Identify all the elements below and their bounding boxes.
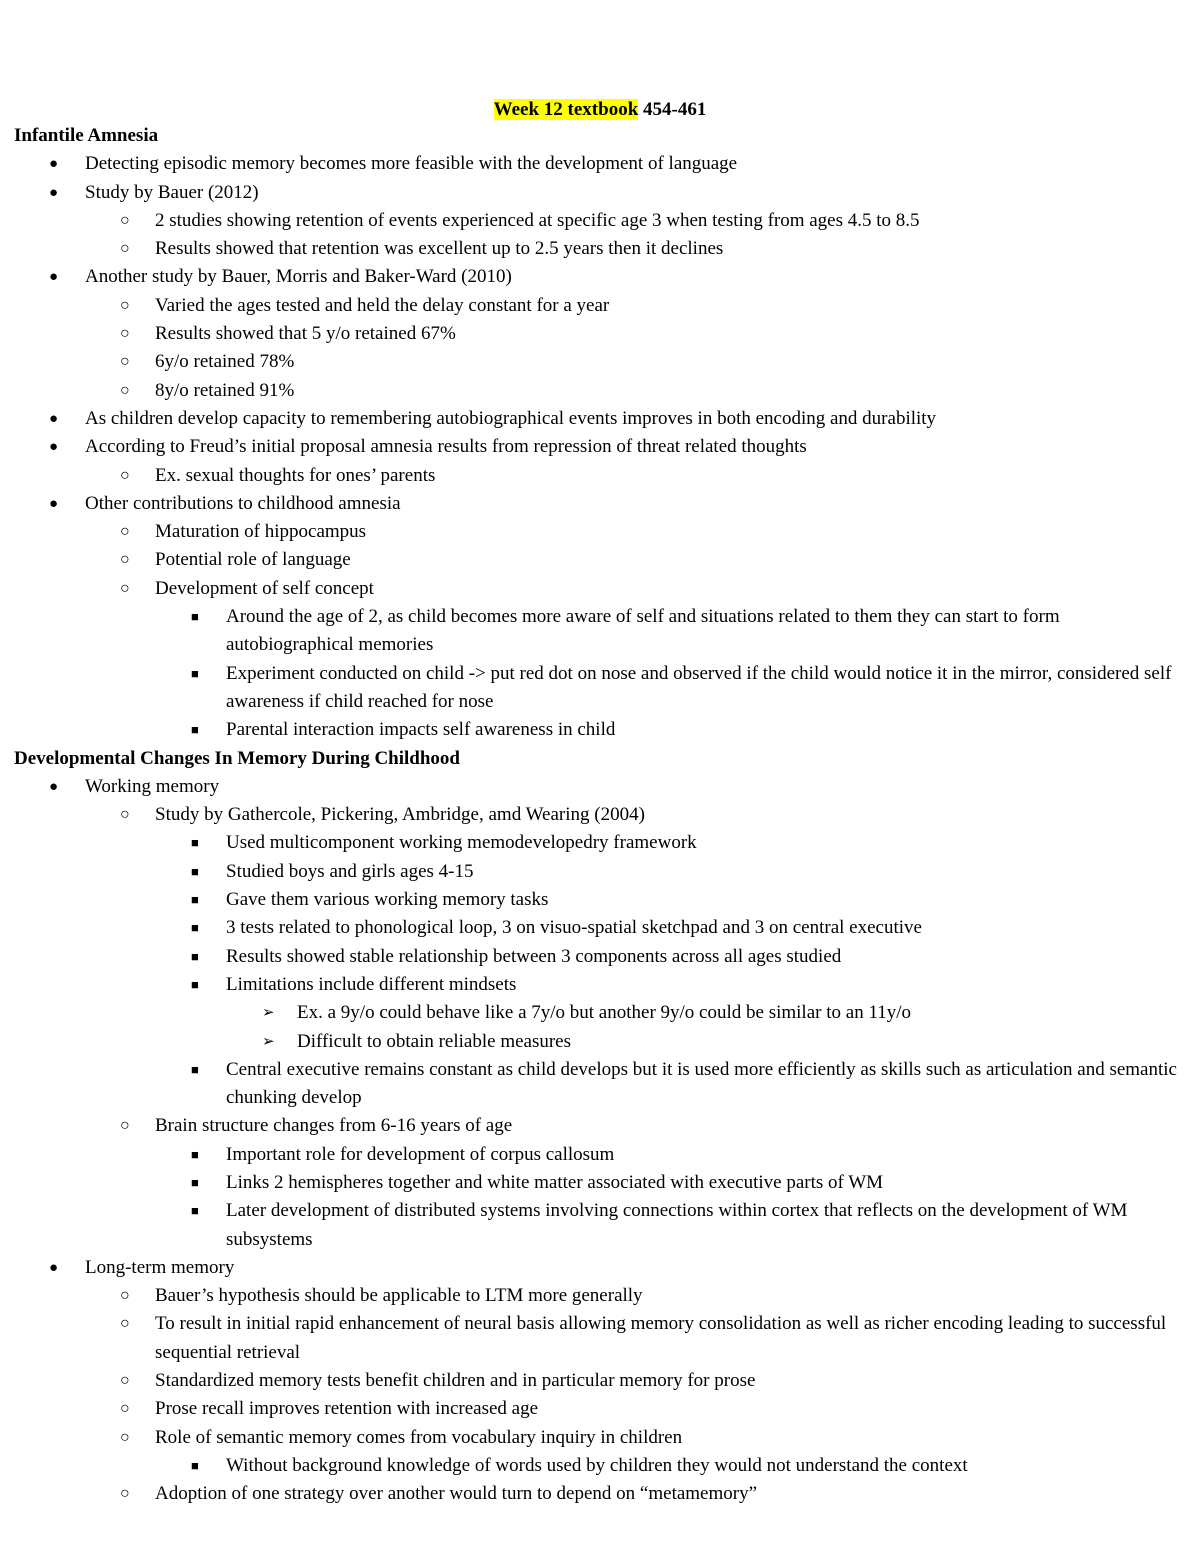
title-highlight: Week 12 textbook — [493, 99, 639, 120]
arrow-bullet-item — [14, 1028, 1186, 1056]
square-bullet-item — [14, 886, 1186, 914]
nested-list-wrapper — [14, 1282, 1186, 1508]
bullet-list-level-2 — [14, 518, 1186, 744]
list-item-text: ● Another study by Bauer, Morris and Baker-Ward (2010) — [85, 266, 512, 288]
list-item-text: ○ Prose recall improves retention with increased age — [155, 1398, 539, 1420]
sub-bullet-item — [14, 575, 1186, 603]
bullet-list-level-2 — [14, 801, 1186, 1254]
list-item-text: ● According to Freud’s initial proposal amnesia results from repression of threat related thoughts — [85, 436, 807, 458]
nested-list-wrapper — [14, 518, 1186, 744]
list-item-text: ■ Around the age of 2, as child becomes more aware of self and situations related to them they can start to form autobiographical memories — [226, 606, 1060, 656]
sub-bullet-item — [14, 1480, 1186, 1508]
list-item-text: ○ Study by Gathercole, Pickering, Ambridge, amd Wearing (2004) — [155, 804, 645, 826]
list-item-text: ■ Gave them various working memory tasks — [226, 889, 549, 911]
sub-bullet-item — [14, 1282, 1186, 1310]
list-item-text: ■ Central executive remains constant as child develops but it is used more efficiently as skills such as articulation and semantic chunking develop — [226, 1058, 1177, 1109]
sub-bullet-item — [14, 377, 1186, 405]
sub-bullet-item — [14, 462, 1186, 490]
square-bullet-item — [14, 829, 1186, 857]
nested-list-wrapper — [14, 999, 1186, 1056]
section-heading: Infantile Amnesia — [14, 125, 159, 146]
list-item-text: ■ Links 2 hemispheres together and white matter associated with executive parts of WM — [226, 1171, 884, 1193]
nested-list-wrapper — [14, 207, 1186, 264]
list-item-text: ● Other contributions to childhood amnesia — [85, 492, 401, 514]
square-bullet-item — [14, 971, 1186, 999]
square-bullet-item — [14, 1197, 1186, 1254]
bullet-item — [14, 405, 1186, 433]
square-bullet-item — [14, 660, 1186, 717]
list-item-text: ■ Experiment conducted on child -> put red dot on nose and observed if the child would notice it in the mirror, considered self awareness if child reached for nose — [226, 662, 1172, 712]
list-item-text: ○ Role of semantic memory comes from vocabulary inquiry in children — [155, 1426, 683, 1448]
sub-bullet-item — [14, 546, 1186, 574]
title-pages: 454-461 — [638, 99, 707, 120]
list-item-text: ○ Results showed that retention was excellent up to 2.5 years then it declines — [155, 238, 724, 260]
list-item-text: ■ Studied boys and girls ages 4-15 — [226, 860, 474, 882]
bullet-list-level-2 — [14, 1282, 1186, 1508]
list-item-text: ■ Used multicomponent working memodevelopedry framework — [226, 832, 697, 854]
square-bullet-item — [14, 858, 1186, 886]
nested-list-wrapper — [14, 462, 1186, 490]
bullet-list-level-3 — [14, 1452, 1186, 1480]
sub-bullet-item — [14, 1395, 1186, 1423]
nested-list-wrapper — [14, 801, 1186, 1254]
bullet-list-level-2 — [14, 207, 1186, 264]
list-item-text: ■ Parental interaction impacts self awareness in child — [226, 719, 616, 741]
bullet-list-level-3 — [14, 603, 1186, 744]
list-item-text: ● As children develop capacity to remembering autobiographical events improves in both encoding and durability — [85, 407, 937, 429]
bullet-item — [14, 433, 1186, 461]
sub-bullet-item — [14, 235, 1186, 263]
square-bullet-item — [14, 1452, 1186, 1480]
list-item-text: ○ Standardized memory tests benefit children and in particular memory for prose — [155, 1370, 756, 1392]
list-item-text: ■ Without background knowledge of words used by children they would not understand the context — [226, 1454, 968, 1476]
list-item-text: ○ Bauer’s hypothesis should be applicable to LTM more generally — [155, 1285, 643, 1307]
square-bullet-item — [14, 1141, 1186, 1169]
square-bullet-item — [14, 716, 1186, 744]
list-item-text: ○ 6y/o retained 78% — [155, 351, 295, 373]
list-item-text: ○ Adoption of one strategy over another would turn to depend on “metamemory” — [155, 1483, 758, 1505]
bullet-list-level-1 — [14, 150, 1186, 744]
nested-list-wrapper — [14, 1452, 1186, 1480]
nested-list-wrapper — [14, 829, 1186, 1112]
list-item-text: ■ Limitations include different mindsets — [226, 973, 517, 995]
bullet-list-level-2 — [14, 462, 1186, 490]
page-title — [0, 96, 1200, 124]
list-item-text: ■ Later development of distributed systems involving connections within cortex that reflects on the development of WM subsystems — [226, 1200, 1128, 1250]
list-item-text: ○ 2 studies showing retention of events experienced at specific age 3 when testing from ages 4.5 to 8.5 — [155, 209, 920, 231]
square-bullet-item — [14, 603, 1186, 660]
list-item-text: ○ Results showed that 5 y/o retained 67% — [155, 323, 456, 345]
bullet-list-level-4 — [14, 999, 1186, 1056]
nested-list-wrapper — [14, 1141, 1186, 1254]
sub-bullet-item — [14, 1424, 1186, 1452]
sub-bullet-item — [14, 1310, 1186, 1367]
square-bullet-item — [14, 1056, 1186, 1113]
bullet-list-level-3 — [14, 1141, 1186, 1254]
square-bullet-item — [14, 1169, 1186, 1197]
list-item-text: ■ Important role for development of corpus callosum — [226, 1143, 615, 1165]
list-item-text: ■ 3 tests related to phonological loop, 3 on visuo-spatial sketchpad and 3 on central executive — [226, 917, 922, 939]
list-item-text: ■ Results showed stable relationship between 3 components across all ages studied — [226, 945, 842, 967]
list-item-text: ○ 8y/o retained 91% — [155, 379, 295, 401]
sub-bullet-item — [14, 1112, 1186, 1140]
sub-bullet-item — [14, 292, 1186, 320]
sub-bullet-item — [14, 518, 1186, 546]
bullet-item — [14, 263, 1186, 291]
list-item-text: ● Working memory — [85, 775, 220, 797]
bullet-item — [14, 150, 1186, 178]
bullet-item — [14, 773, 1186, 801]
list-item-text: ○ To result in initial rapid enhancement of neural basis allowing memory consolidation as well as richer encoding leading to successful sequential retrieval — [155, 1313, 1167, 1363]
list-item-text: ○ Maturation of hippocampus — [155, 521, 367, 543]
list-item-text: ➢ Ex. a 9y/o could behave like a 7y/o but another 9y/o could be similar to an 11y/o — [297, 1002, 912, 1024]
bullet-item — [14, 179, 1186, 207]
square-bullet-item — [14, 914, 1186, 942]
sub-bullet-item — [14, 801, 1186, 829]
square-bullet-item — [14, 943, 1186, 971]
bullet-item — [14, 490, 1186, 518]
list-item-text: ● Detecting episodic memory becomes more feasible with the development of language — [85, 153, 738, 175]
list-item-text: ○ Potential role of language — [155, 549, 351, 571]
sub-bullet-item — [14, 207, 1186, 235]
list-item-text: ○ Brain structure changes from 6-16 years of age — [155, 1115, 513, 1137]
arrow-bullet-item — [14, 999, 1186, 1027]
bullet-list-level-3 — [14, 829, 1186, 1112]
list-item-text: ○ Development of self concept — [155, 577, 374, 599]
notes-content — [14, 122, 1186, 1509]
list-item-text: ○ Ex. sexual thoughts for ones’ parents — [155, 464, 436, 486]
list-item-text: ➢ Difficult to obtain reliable measures — [297, 1030, 572, 1052]
nested-list-wrapper — [14, 292, 1186, 405]
list-item-text: ● Long-term memory — [85, 1256, 235, 1278]
sub-bullet-item — [14, 1367, 1186, 1395]
section-heading: Developmental Changes In Memory During Childhood — [14, 747, 460, 769]
list-item-text: ● Study by Bauer (2012) — [85, 181, 259, 203]
sub-bullet-item — [14, 320, 1186, 348]
bullet-list-level-1 — [14, 773, 1186, 1509]
bullet-list-level-2 — [14, 292, 1186, 405]
sub-bullet-item — [14, 348, 1186, 376]
bullet-item — [14, 1254, 1186, 1282]
list-item-text: ○ Varied the ages tested and held the delay constant for a year — [155, 294, 610, 316]
nested-list-wrapper — [14, 603, 1186, 744]
